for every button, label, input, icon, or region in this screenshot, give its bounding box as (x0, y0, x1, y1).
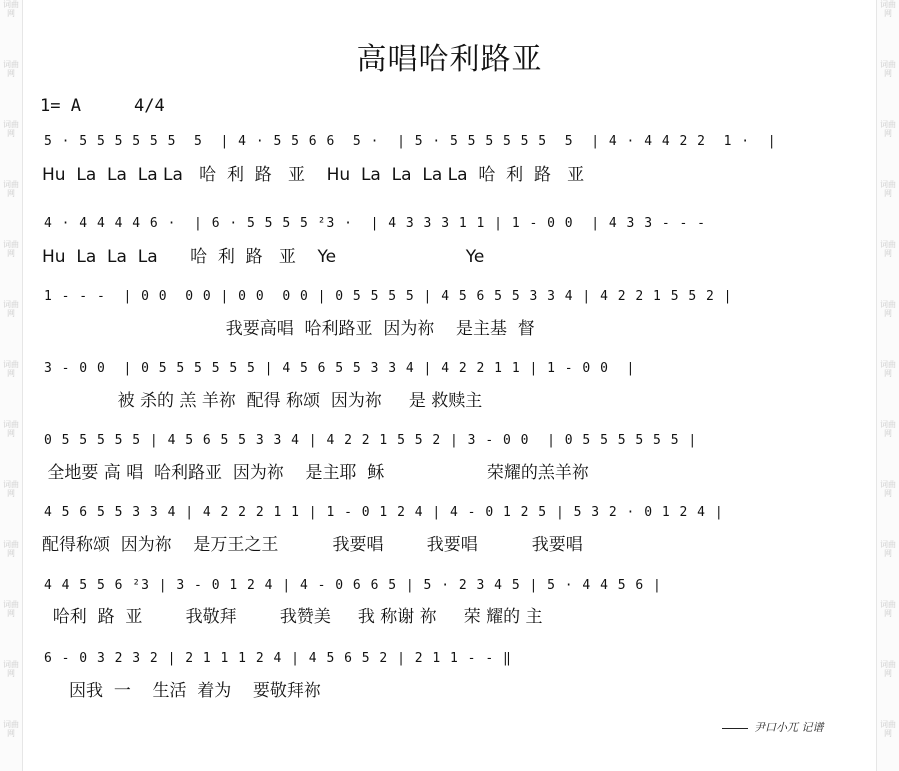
lyrics-line-6: 配得称颂 因为祢 是万王之王 我要唱 我要唱 我要唱 (42, 535, 583, 555)
score-notes-line-8: 6 - 0 3 2 3 2 | 2 1 1 1 2 4 | 4 5 6 5 2 | 2 1 1 - - ‖ (44, 651, 512, 666)
key-signature: 1= A (40, 96, 81, 116)
score-notes-line-1: 5 · 5 5 5 5 5 5 5 | 4 · 5 5 6 6 5 · | 5 · 5 5 5 5 5 5 5 | 4 · 4 4 2 2 1 · | (44, 134, 777, 149)
watermark: 词曲网 (880, 60, 896, 78)
watermark: 词曲网 (880, 180, 896, 198)
watermark: 词曲网 (880, 540, 896, 558)
lyrics-line-1: Hu La La La La 哈 利 路 亚 Hu La La La La 哈 利 路 亚 (42, 165, 585, 185)
watermark: 词曲网 (3, 660, 19, 678)
lyrics-line-5: 全地要 高 唱 哈利路亚 因为祢 是主耶 稣 荣耀的羔羊祢 (42, 463, 589, 483)
score-notes-line-3: 1 - - - | 0 0 0 0 | 0 0 0 0 | 0 5 5 5 5 | 4 5 6 5 5 3 3 4 | 4 2 2 1 5 5 2 | (44, 289, 733, 304)
score-notes-line-7: 4 4 5 5 6 ²3 | 3 - 0 1 2 4 | 4 - 0 6 6 5 | 5 · 2 3 4 5 | 5 · 4 4 5 6 | (44, 578, 662, 593)
watermark: 词曲网 (880, 660, 896, 678)
watermark: 词曲网 (880, 240, 896, 258)
score-notes-line-4: 3 - 0 0 | 0 5 5 5 5 5 5 | 4 5 6 5 5 3 3 4 | 4 2 2 1 1 | 1 - 0 0 | (44, 361, 636, 376)
lyrics-line-4: 被 杀的 羔 羊祢 配得 称颂 因为祢 是 救赎主 (42, 391, 483, 411)
lyrics-line-3: 我要高唱 哈利路亚 因为祢 是主基 督 (42, 319, 535, 339)
watermark: 词曲网 (880, 720, 896, 738)
watermark: 词曲网 (3, 540, 19, 558)
song-title: 高唱哈利路亚 (356, 42, 543, 77)
watermark: 词曲网 (3, 0, 19, 18)
lyrics-line-2: Hu La La La 哈 利 路 亚 Ye Ye (42, 247, 485, 267)
watermark: 词曲网 (3, 240, 19, 258)
watermark: 词曲网 (3, 480, 19, 498)
watermark: 词曲网 (880, 600, 896, 618)
watermark: 词曲网 (3, 360, 19, 378)
watermark: 词曲网 (880, 360, 896, 378)
watermark: 词曲网 (3, 120, 19, 138)
watermark: 词曲网 (880, 120, 896, 138)
watermark: 词曲网 (880, 480, 896, 498)
right-watermark-strip (876, 0, 899, 771)
watermark: 词曲网 (880, 420, 896, 438)
watermark: 词曲网 (880, 0, 896, 18)
transcriber-credit: 尹口小兀 记谱 (722, 719, 824, 735)
watermark: 词曲网 (3, 60, 19, 78)
left-watermark-strip (0, 0, 23, 771)
score-notes-line-6: 4 5 6 5 5 3 3 4 | 4 2 2 2 1 1 | 1 - 0 1 2 4 | 4 - 0 1 2 5 | 5 3 2 · 0 1 2 4 | (44, 505, 724, 520)
watermark: 词曲网 (880, 300, 896, 318)
lyrics-line-7: 哈利 路 亚 我敬拜 我赞美 我 称谢 祢 荣 耀的 主 (42, 607, 543, 627)
watermark: 词曲网 (3, 300, 19, 318)
time-signature: 4/4 (134, 96, 165, 116)
lyrics-line-8: 因我 一 生活 着为 要敬拜祢 (42, 681, 321, 701)
watermark: 词曲网 (3, 720, 19, 738)
score-notes-line-5: 0 5 5 5 5 5 | 4 5 6 5 5 3 3 4 | 4 2 2 1 5 5 2 | 3 - 0 0 | 0 5 5 5 5 5 5 | (44, 433, 698, 448)
watermark: 词曲网 (3, 600, 19, 618)
watermark: 词曲网 (3, 180, 19, 198)
watermark: 词曲网 (3, 420, 19, 438)
score-notes-line-2: 4 · 4 4 4 4 6 · | 6 · 5 5 5 5 ²3 · | 4 3 3 3 1 1 | 1 - 0 0 | 4 3 3 - - - (44, 216, 706, 231)
